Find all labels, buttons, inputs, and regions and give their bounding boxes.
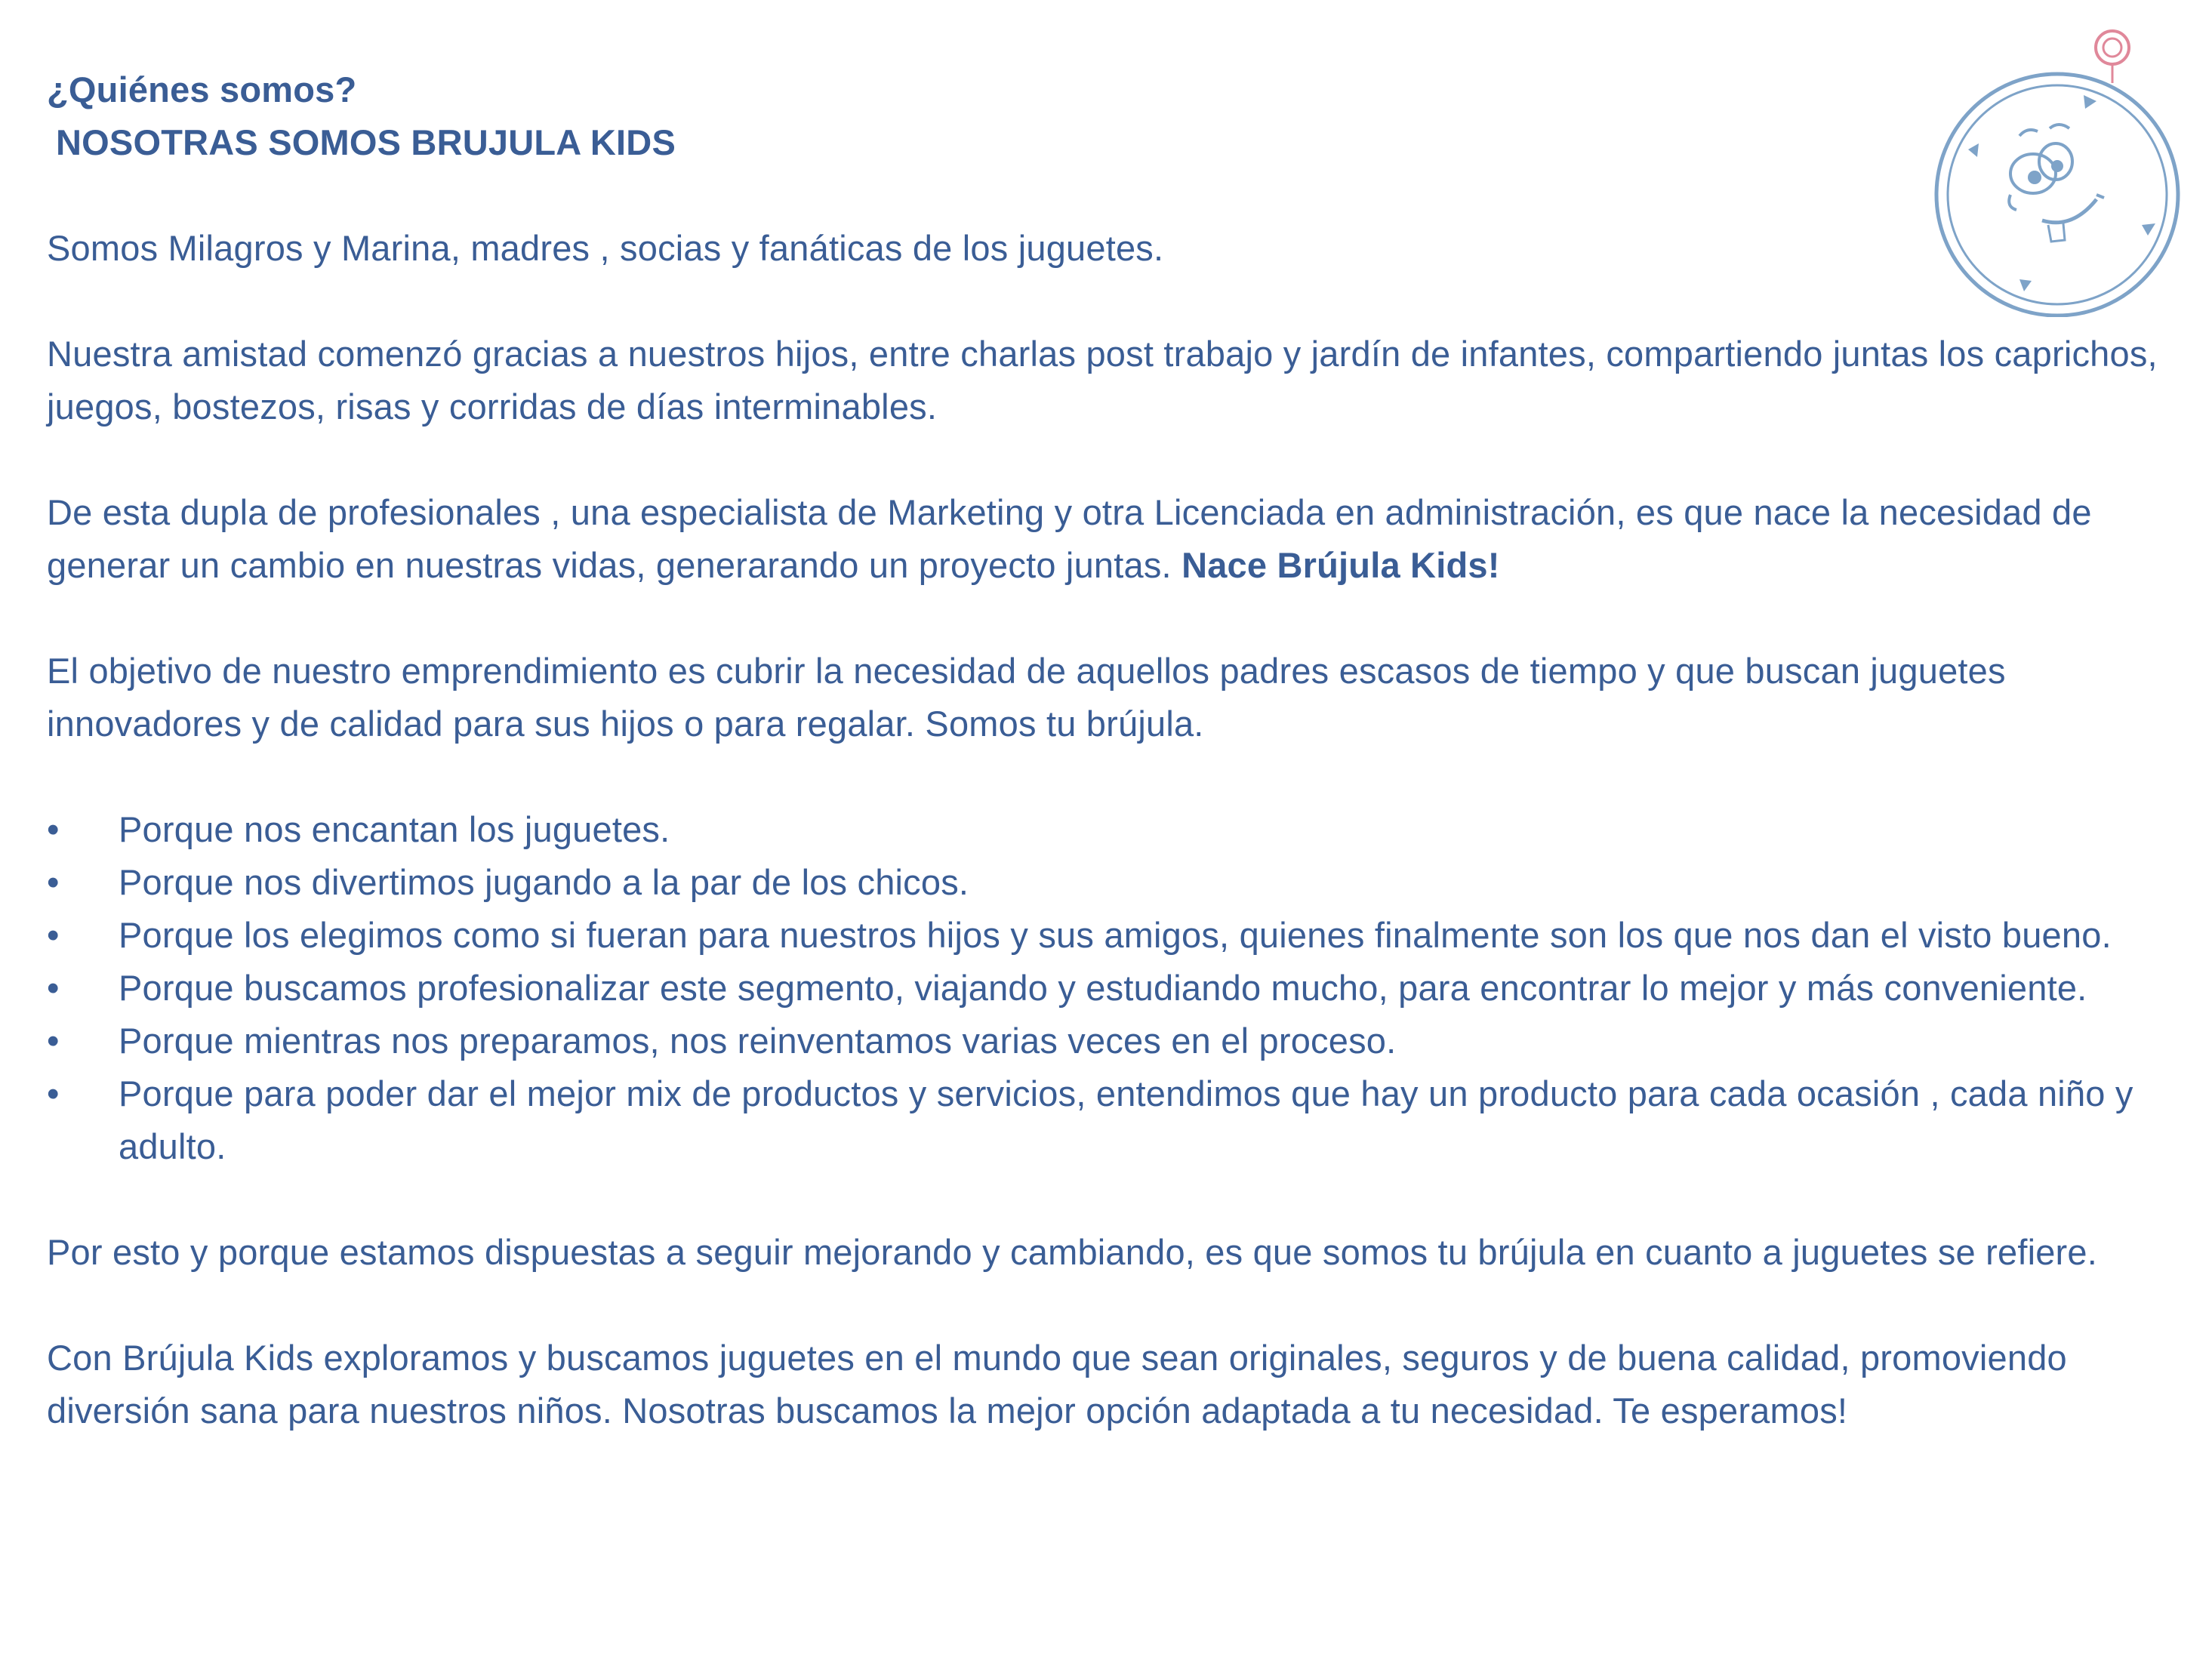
list-item-text: Porque nos encantan los juguetes. bbox=[119, 809, 670, 849]
bullet-icon: • bbox=[47, 968, 60, 1008]
list-item-text: Porque nos divertimos jugando a la par de los chicos. bbox=[119, 862, 969, 902]
bullet-icon: • bbox=[47, 862, 60, 902]
compass-face-icon bbox=[1929, 23, 2186, 317]
list-item-text: Porque buscamos profesionalizar este segmento, viajando y estudiando mucho, para encontrar lo mejor y más conveniente. bbox=[119, 968, 2087, 1008]
list-item bbox=[47, 1067, 2161, 1173]
objective-paragraph: El objetivo de nuestro emprendimiento es cubrir la necesidad de aquellos padres escasos de tiempo y que buscan juguetes innovadores y de calidad para sus hijos o para regalar. Somos tu brújula. bbox=[47, 651, 2006, 744]
reasons-list bbox=[47, 803, 2161, 1173]
page-title: NOSOTRAS SOMOS BRUJULA KIDS bbox=[56, 122, 676, 162]
bullet-icon: • bbox=[47, 809, 60, 849]
closing-paragraph: Con Brújula Kids exploramos y buscamos juguetes en el mundo que sean originales, seguros y de buena calidad, promoviendo diversión sana para nuestros niños. Nosotras buscamos la mejor opción adaptada a tu necesidad. Te esperamos! bbox=[47, 1338, 2067, 1431]
list-item bbox=[47, 1015, 2161, 1067]
friendship-paragraph: Nuestra amistad comenzó gracias a nuestros hijos, entre charlas post trabajo y jardín de infantes, compartiendo juntas los caprichos, juegos, bostezos, risas y corridas de días interminables. bbox=[47, 334, 2158, 427]
intro-paragraph: Somos Milagros y Marina, madres , socias y fanáticas de los juguetes. bbox=[47, 228, 1164, 268]
list-item-text: Porque mientras nos preparamos, nos reinventamos varias veces en el proceso. bbox=[119, 1021, 1397, 1061]
list-item-text: Porque los elegimos como si fueran para nuestros hijos y sus amigos, quienes finalmente son los que nos dan el visto bueno. bbox=[119, 915, 2112, 955]
list-item-text: Porque para poder dar el mejor mix de productos y servicios, entendimos que hay un producto para cada ocasión , cada niño y adulto. bbox=[119, 1073, 2133, 1166]
spacer bbox=[47, 169, 2161, 222]
about-us-document bbox=[47, 63, 2161, 1490]
list-item bbox=[47, 803, 2161, 856]
commitment-paragraph: Por esto y porque estamos dispuestas a seguir mejorando y cambiando, es que somos tu brújula en cuanto a juguetes se refiere. bbox=[47, 1232, 2098, 1272]
origin-text: De esta dupla de profesionales , una especialista de Marketing y otra Licenciada en administración, es que nace la necesidad de generar un cambio en nuestras vidas, generarando un proyecto juntas. bbox=[47, 492, 2092, 585]
bullet-icon: • bbox=[47, 1021, 60, 1061]
bullet-icon: • bbox=[47, 915, 60, 955]
list-item bbox=[47, 856, 2161, 909]
bullet-icon: • bbox=[47, 1073, 60, 1113]
origin-paragraph bbox=[47, 486, 2161, 592]
origin-highlight: Nace Brújula Kids! bbox=[1181, 545, 1500, 585]
list-item bbox=[47, 909, 2161, 962]
question-heading: ¿Quiénes somos? bbox=[47, 69, 357, 109]
list-item bbox=[47, 962, 2161, 1015]
